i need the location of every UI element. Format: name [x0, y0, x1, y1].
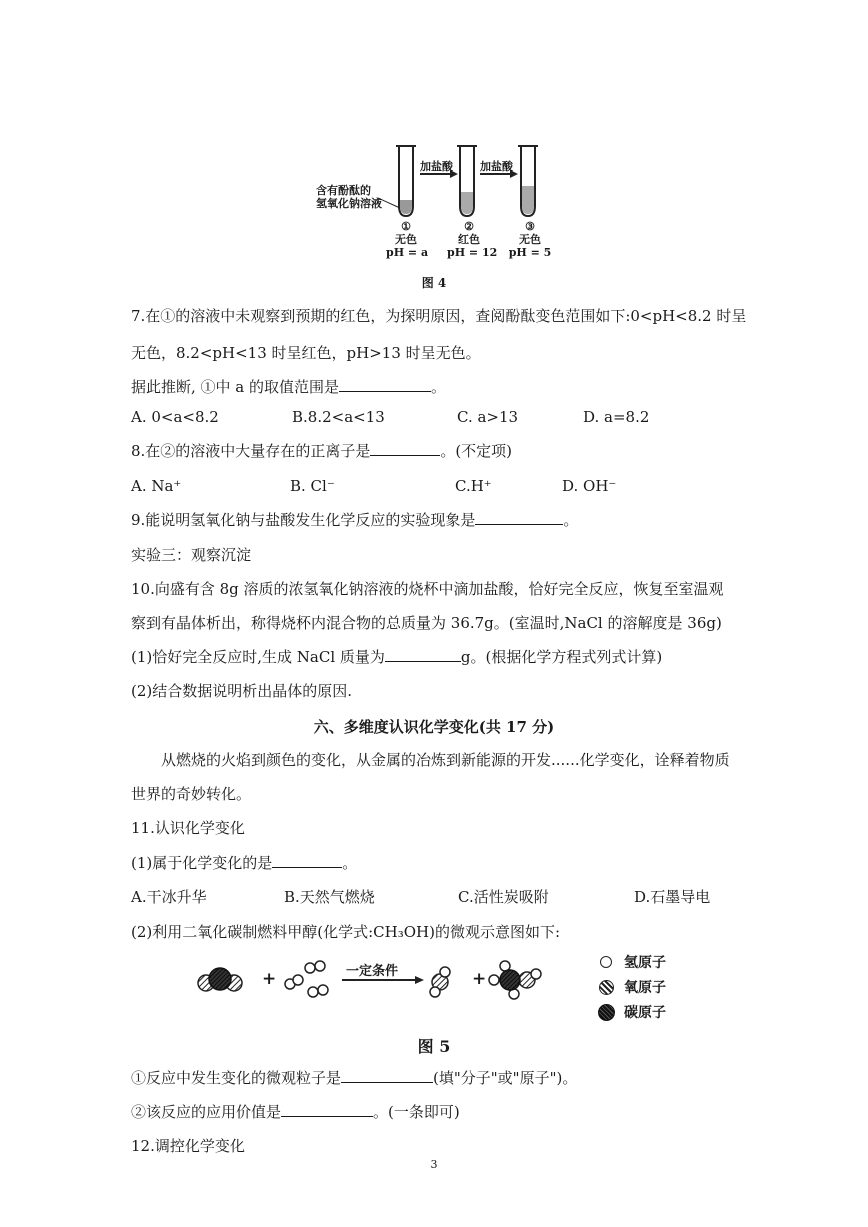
reaction-condition: 一定条件 [346, 964, 399, 979]
q7-line1: 7.在①的溶液中未观察到预期的红色，为探明原因，查阅酚酞变色范围如下:0<pH<8.2 时呈 [131, 307, 747, 325]
figure-5-caption: 图 5 [417, 1037, 451, 1056]
tube-color: 红色 [458, 233, 480, 246]
q10-sub1-answer-blank[interactable] [385, 647, 461, 662]
tube-side-label [316, 184, 382, 210]
test-tube-1 [396, 146, 416, 216]
q7-answer-blank[interactable] [339, 377, 431, 392]
q7-option-d[interactable]: D. a=8.2 [583, 408, 650, 426]
q7-line2: 无色，8.2<pH<13 时呈红色，pH>13 时呈无色。 [131, 344, 481, 362]
legend-hydrogen [600, 952, 666, 972]
q9-suffix: 。 [563, 511, 579, 529]
tube-3-info [508, 220, 552, 259]
tube-ph: pH = 12 [447, 246, 498, 259]
tube-ph: pH = a [386, 246, 429, 259]
legend-carbon [600, 1002, 666, 1022]
q11-part-a [131, 1068, 577, 1088]
q10-sub1 [131, 647, 662, 667]
section-6-intro-line2: 世界的奇妙转化。 [131, 785, 252, 803]
hydrogen-atom-icon [600, 956, 612, 968]
h2o-molecule [430, 967, 450, 997]
arrow-1-label: 加盐酸 [420, 160, 453, 173]
q11-title: 11.认识化学变化 [131, 819, 245, 837]
q12-title: 12.调控化学变化 [131, 1137, 245, 1155]
experiment-3-heading: 实验三：观察沉淀 [131, 546, 252, 564]
q8-option-a[interactable]: A. Na⁺ [131, 477, 182, 495]
q11-part-a-suffix: (填"分子"或"原子")。 [433, 1069, 578, 1087]
tube-number: ② [464, 220, 474, 233]
q7-line3 [131, 377, 446, 397]
tube-number: ① [401, 220, 411, 233]
q8-answer-blank[interactable] [370, 441, 440, 456]
test-tube-2 [457, 146, 477, 216]
legend-label: 碳原子 [624, 1005, 666, 1021]
page-number: 3 [430, 1158, 438, 1171]
q10-sub1-prompt: (1)恰好完全反应时,生成 NaCl 质量为 [131, 648, 385, 666]
q10-sub2: (2)结合数据说明析出晶体的原因. [131, 682, 353, 700]
q8-prompt: 8.在②的溶液中大量存在的正离子是 [131, 442, 371, 460]
plus-sign-2: + [472, 969, 487, 989]
test-tube-3 [518, 146, 538, 216]
section-6-title: 六、多维度认识化学变化(共 17 分) [313, 718, 555, 736]
arrow-2-label: 加盐酸 [480, 160, 513, 173]
q11-part-b [131, 1102, 460, 1122]
tube-color: 无色 [395, 233, 417, 246]
q9-line [131, 510, 578, 530]
q7-option-a[interactable]: A. 0<a<8.2 [131, 408, 219, 426]
q8-option-c[interactable]: C.H⁺ [455, 477, 492, 495]
tube-2-info [447, 220, 498, 259]
q10-line2: 察到有晶体析出，称得烧杯内混合物的总质量为 36.7g。(室温时,NaCl 的溶解度是 36g) [131, 614, 722, 632]
q11-part-a-prompt: ①反应中发生变化的微观粒子是 [131, 1069, 342, 1087]
q10-line1: 10.向盛有含 8g 溶质的浓氢氧化钠溶液的烧杯中滴加盐酸，恰好完全反应，恢复至室温观 [131, 580, 724, 598]
legend-label: 氧原子 [624, 980, 666, 996]
q11-sub1-suffix: 。 [342, 854, 358, 872]
oxygen-atom-icon [599, 980, 614, 995]
q11-option-a[interactable]: A.干冰升华 [131, 888, 207, 906]
q9-answer-blank[interactable] [475, 510, 563, 525]
plus-sign-1: + [262, 969, 277, 989]
side-label-line1: 含有酚酞的 [316, 184, 371, 197]
tube-1-info [386, 220, 429, 259]
figure-4-caption: 图 4 [421, 276, 447, 290]
q11-sub1-answer-blank[interactable] [272, 853, 342, 868]
q11-option-b[interactable]: B.天然气燃烧 [284, 888, 375, 906]
tube-ph: pH = 5 [508, 246, 552, 259]
q9-prompt: 9.能说明氢氧化钠与盐酸发生化学反应的实验现象是 [131, 511, 476, 529]
q7-suffix: 。 [431, 378, 447, 396]
methanol-molecule [489, 961, 541, 999]
h2-molecules [285, 961, 328, 997]
tube-color: 无色 [519, 233, 541, 246]
q8-option-d[interactable]: D. OH⁻ [562, 477, 617, 495]
tube-number: ③ [525, 220, 535, 233]
carbon-atom-icon [598, 1004, 615, 1021]
q10-sub1-suffix: g。(根据化学方程式列式计算) [460, 648, 663, 666]
legend-label: 氢原子 [624, 955, 666, 971]
legend-oxygen [600, 977, 666, 997]
q11-sub1-prompt: (1)属于化学变化的是 [131, 854, 273, 872]
q11-part-a-answer-blank[interactable] [341, 1068, 433, 1083]
q7-option-c[interactable]: C. a>13 [457, 408, 519, 426]
q11-part-b-prompt: ②该反应的应用价值是 [131, 1103, 282, 1121]
q11-sub2: (2)利用二氧化碳制燃料甲醇(化学式:CH₃OH)的微观示意图如下: [131, 923, 561, 941]
co2-molecule [198, 968, 242, 991]
q8-option-b[interactable]: B. Cl⁻ [290, 477, 335, 495]
q11-option-d[interactable]: D.石墨导电 [634, 888, 711, 906]
q11-option-c[interactable]: C.活性炭吸附 [458, 888, 549, 906]
q7-option-b[interactable]: B.8.2<a<13 [292, 408, 385, 426]
section-6-intro-line1: 从燃烧的火焰到颜色的变化，从金属的冶炼到新能源的开发......化学变化，诠释着物质 [161, 751, 730, 769]
q11-part-b-suffix: 。(一条即可) [373, 1103, 460, 1121]
q8-line [131, 441, 512, 461]
side-label-line2: 氢氧化钠溶液 [316, 197, 382, 210]
q11-sub1 [131, 853, 357, 873]
q11-part-b-answer-blank[interactable] [281, 1102, 373, 1117]
q7-prompt: 据此推断, ①中 a 的取值范围是 [131, 378, 340, 396]
q8-suffix: 。(不定项) [440, 442, 513, 460]
